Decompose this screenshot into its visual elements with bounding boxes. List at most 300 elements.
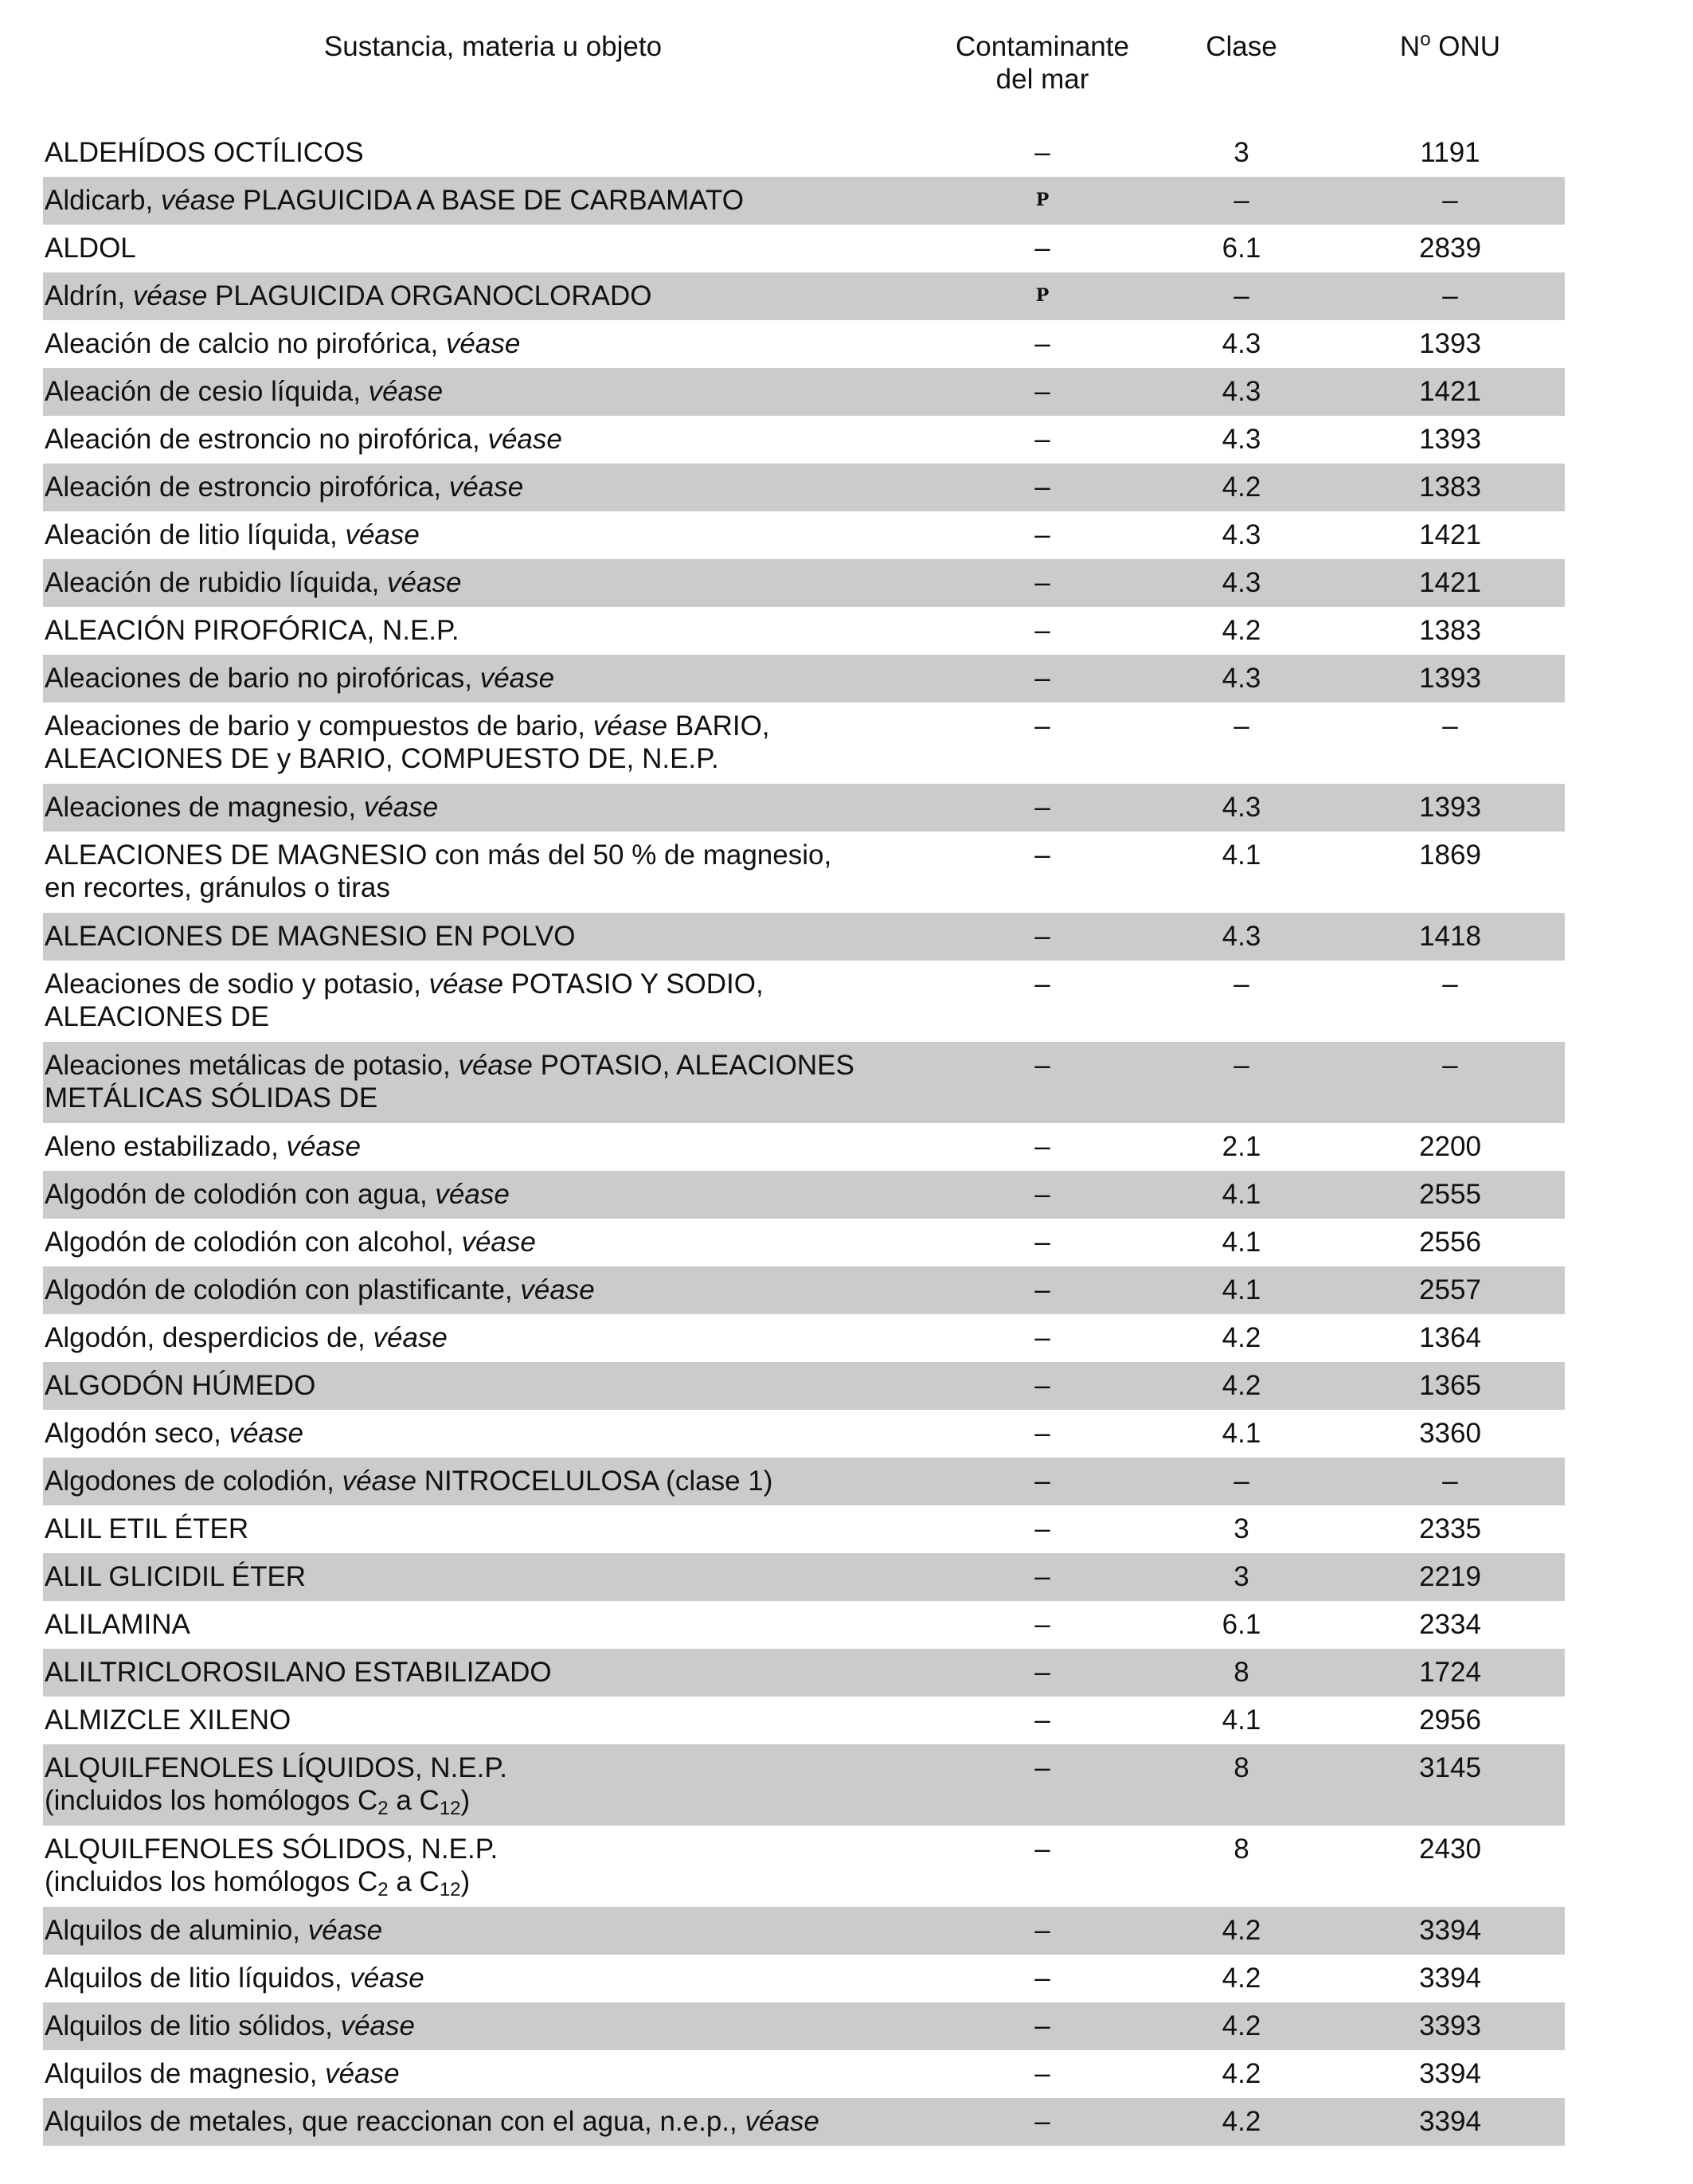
un-number: 1191 xyxy=(1420,137,1480,168)
substance-name xyxy=(45,1833,865,1898)
marine-pollutant: – xyxy=(1034,2106,1050,2137)
see-reference: véase xyxy=(368,376,444,407)
substance-name-line xyxy=(45,1130,865,1163)
see-reference: véase xyxy=(363,792,439,823)
name-text: ALEACIÓN PIROFÓRICA, N.E.P. xyxy=(45,615,459,646)
table-row xyxy=(43,129,1565,177)
hazard-class: 4.3 xyxy=(1222,663,1261,694)
name-text: PLAGUICIDA ORGANOCLORADO xyxy=(207,280,652,311)
name-text: Algodón seco, xyxy=(45,1418,229,1449)
substance-name xyxy=(45,920,865,953)
table-row xyxy=(43,1042,1565,1123)
hazard-class: 4.2 xyxy=(1222,472,1261,503)
marine-pollutant: – xyxy=(1034,792,1050,823)
name-text: Aleaciones metálicas de potasio, xyxy=(45,1050,459,1081)
name-text: ALEACIONES DE MAGNESIO EN POLVO xyxy=(45,921,576,952)
hazard-class: 4.2 xyxy=(1222,1370,1261,1401)
table-row xyxy=(43,464,1565,511)
table-row xyxy=(43,368,1565,416)
substance-name xyxy=(45,327,865,360)
table-header xyxy=(43,30,1565,129)
marine-pollutant: – xyxy=(1034,710,1050,742)
table-row xyxy=(43,607,1565,655)
table-row xyxy=(43,225,1565,272)
name-text: Aleaciones de magnesio, xyxy=(45,792,364,823)
un-number: 3145 xyxy=(1419,1752,1481,1783)
see-reference: véase xyxy=(229,1418,303,1449)
table-row xyxy=(43,272,1565,320)
substance-name-line xyxy=(45,1752,865,1784)
hazard-class: 4.1 xyxy=(1222,1705,1261,1736)
hazard-class: 6.1 xyxy=(1222,1609,1261,1640)
see-reference: véase xyxy=(286,1131,361,1162)
table-row xyxy=(43,1314,1565,1362)
marine-pollutant: – xyxy=(1034,969,1050,1000)
table-row xyxy=(43,1649,1565,1697)
table-row xyxy=(43,1697,1565,1744)
substance-name-line xyxy=(45,1962,865,1994)
substance-name-line xyxy=(45,1082,865,1114)
marine-pollutant: – xyxy=(1034,1227,1050,1258)
marine-pollutant: – xyxy=(1034,519,1050,550)
substance-name-line xyxy=(45,2105,865,2138)
name-text: NITROCELULOSA (clase 1) xyxy=(416,1466,773,1497)
substance-name xyxy=(45,519,865,551)
marine-pollutant: – xyxy=(1034,2058,1050,2089)
substance-name xyxy=(45,1274,865,1306)
substance-name xyxy=(45,1513,865,1545)
table-row xyxy=(43,1266,1565,1314)
name-text: Algodón de colodión con alcohol, xyxy=(45,1227,462,1258)
substance-name-line xyxy=(45,327,865,360)
name-text: ALEACIONES DE y BARIO, COMPUESTO DE, N.E.P. xyxy=(45,743,719,774)
marine-pollutant: – xyxy=(1034,376,1050,407)
hazard-class: 2.1 xyxy=(1222,1131,1261,1162)
substance-name xyxy=(45,1914,865,1947)
table-row xyxy=(43,832,1565,913)
table-row xyxy=(43,511,1565,559)
un-number: 2334 xyxy=(1419,1609,1481,1640)
substance-name xyxy=(45,1656,865,1689)
header-marine-pollutant xyxy=(955,30,1130,96)
hazard-class: 4.1 xyxy=(1222,840,1261,871)
substance-name xyxy=(45,375,865,408)
see-reference: véase xyxy=(307,1915,383,1946)
marine-pollutant: – xyxy=(1034,424,1050,455)
marine-pollutant: – xyxy=(1034,1466,1050,1497)
un-number: – xyxy=(1442,710,1458,742)
hazard-class: – xyxy=(1234,185,1249,216)
substance-name-line xyxy=(45,471,865,503)
substance-name-line xyxy=(45,184,865,217)
substance-name xyxy=(45,566,865,599)
substance-name xyxy=(45,1962,865,1994)
name-text: Aldicarb, xyxy=(45,185,161,216)
un-number: 2556 xyxy=(1419,1227,1481,1258)
subscript: 2 xyxy=(377,1879,389,1900)
table-row xyxy=(43,416,1565,464)
table-row xyxy=(43,1171,1565,1219)
marine-pollutant: – xyxy=(1034,472,1050,503)
name-text: Alquilos de magnesio, xyxy=(45,2058,326,2089)
name-text: ALMIZCLE XILENO xyxy=(45,1705,291,1736)
substance-name-line xyxy=(45,1226,865,1258)
hazard-class: 4.2 xyxy=(1222,1915,1261,1946)
substance-name-line xyxy=(45,1049,865,1082)
un-number: 2219 xyxy=(1419,1561,1481,1592)
marine-pollutant: – xyxy=(1034,663,1050,694)
substance-name-line xyxy=(45,839,865,871)
see-reference: véase xyxy=(458,1050,533,1081)
hazard-class: 6.1 xyxy=(1222,233,1261,264)
hazard-class: 3 xyxy=(1234,1513,1249,1544)
name-text: Algodones de colodión, xyxy=(45,1466,342,1497)
substance-table xyxy=(43,30,1565,2146)
substance-name xyxy=(45,232,865,264)
see-reference: véase xyxy=(350,1963,424,1994)
un-number: 3394 xyxy=(1419,2106,1481,2137)
substance-name-line xyxy=(45,1000,865,1033)
hazard-class: – xyxy=(1234,969,1249,1000)
substance-name-line xyxy=(45,423,865,456)
name-text: a C xyxy=(388,1785,440,1816)
hazard-class: 4.2 xyxy=(1222,615,1261,646)
substance-name xyxy=(45,968,865,1033)
substance-name-line xyxy=(45,375,865,408)
marine-pollutant: – xyxy=(1034,1609,1050,1640)
substance-name-line xyxy=(45,710,865,742)
hazard-class: 4.1 xyxy=(1222,1274,1261,1305)
marine-pollutant: – xyxy=(1034,2010,1050,2041)
substance-name xyxy=(45,1369,865,1402)
substance-name-line xyxy=(45,136,865,169)
see-reference: véase xyxy=(592,710,668,742)
name-text: Aleno estabilizado, xyxy=(45,1131,287,1162)
name-text: Aleación de estroncio pirofórica, xyxy=(45,472,449,503)
un-number: 3360 xyxy=(1419,1418,1481,1449)
un-number: 2555 xyxy=(1419,1179,1481,1210)
header-un-suffix: ONU xyxy=(1430,31,1501,62)
name-text: ALDEHÍDOS OCTÍLICOS xyxy=(45,137,364,168)
marine-pollutant: – xyxy=(1034,1561,1050,1592)
marine-pollutant-mark: P xyxy=(1035,285,1050,306)
substance-name xyxy=(45,184,865,217)
marine-pollutant: – xyxy=(1034,1834,1050,1865)
marine-pollutant: – xyxy=(1034,840,1050,871)
marine-pollutant: – xyxy=(1034,615,1050,646)
table-row xyxy=(43,2050,1565,2098)
marine-pollutant: – xyxy=(1034,1179,1050,1210)
name-text: (incluidos los homólogos C xyxy=(45,1785,378,1816)
un-number: – xyxy=(1442,969,1458,1000)
name-text: ALILTRICLOROSILANO ESTABILIZADO xyxy=(45,1657,552,1688)
substance-name xyxy=(45,1752,865,1817)
un-number: 1365 xyxy=(1419,1370,1481,1401)
hazard-class: 4.1 xyxy=(1222,1179,1261,1210)
un-number: 1869 xyxy=(1419,840,1481,871)
substance-name-line xyxy=(45,1465,865,1497)
un-number: 3394 xyxy=(1419,1963,1481,1994)
name-text: Alquilos de litio líquidos, xyxy=(45,1963,350,1994)
marine-pollutant: – xyxy=(1034,328,1050,359)
substance-name xyxy=(45,614,865,647)
name-text: ALGODÓN HÚMEDO xyxy=(45,1370,316,1401)
substance-name-line xyxy=(45,871,865,904)
see-reference: véase xyxy=(479,663,555,694)
table-row xyxy=(43,784,1565,832)
substance-name xyxy=(45,1560,865,1593)
table-row xyxy=(43,703,1565,784)
name-text: ALQUILFENOLES LÍQUIDOS, N.E.P. xyxy=(45,1752,507,1783)
substance-name-line xyxy=(45,232,865,264)
hazard-class: 4.2 xyxy=(1222,2058,1261,2089)
header-substance: Sustancia, materia u objeto xyxy=(323,31,663,62)
hazard-class: 8 xyxy=(1234,1657,1249,1688)
substance-name xyxy=(45,1417,865,1450)
name-text: Aleación de calcio no pirofórica, xyxy=(45,328,446,359)
table-row xyxy=(43,2098,1565,2146)
un-number: – xyxy=(1442,280,1458,311)
see-reference: véase xyxy=(340,2010,415,2041)
table-row xyxy=(43,1362,1565,1410)
marine-pollutant: – xyxy=(1034,1050,1050,1081)
name-text: ALILAMINA xyxy=(45,1609,190,1640)
un-number: 1421 xyxy=(1419,567,1481,598)
substance-name-line xyxy=(45,1321,865,1354)
see-reference: véase xyxy=(160,185,236,216)
table-row xyxy=(43,559,1565,607)
table-row xyxy=(43,320,1565,368)
table-body xyxy=(43,129,1565,2146)
substance-name-line xyxy=(45,280,865,312)
substance-name xyxy=(45,1465,865,1497)
see-reference: véase xyxy=(445,328,521,359)
name-text: Aleaciones de bario y compuestos de bario, xyxy=(45,710,593,742)
see-reference: véase xyxy=(342,1466,417,1497)
substance-name xyxy=(45,2010,865,2042)
hazard-class: 3 xyxy=(1234,1561,1249,1592)
substance-name-line xyxy=(45,1560,865,1593)
substance-name xyxy=(45,710,865,775)
name-text: ALIL ETIL ÉTER xyxy=(45,1513,249,1544)
see-reference: véase xyxy=(448,472,524,503)
header-un-sup: o xyxy=(1420,28,1431,50)
table-row xyxy=(43,1955,1565,2002)
see-reference: véase xyxy=(428,969,503,1000)
substance-name xyxy=(45,1226,865,1258)
hazard-class: 4.1 xyxy=(1222,1418,1261,1449)
subscript: 12 xyxy=(439,1798,461,1819)
un-number: 3394 xyxy=(1419,2058,1481,2089)
substance-name-line xyxy=(45,1608,865,1641)
un-number: 2200 xyxy=(1419,1131,1481,1162)
name-text: ALIL GLICIDIL ÉTER xyxy=(45,1561,307,1592)
name-text: a C xyxy=(388,1866,440,1897)
hazard-class: – xyxy=(1234,1050,1249,1081)
substance-name-line xyxy=(45,1865,865,1898)
table-row xyxy=(43,1907,1565,1955)
name-text: POTASIO Y SODIO, xyxy=(502,969,764,1000)
hazard-class: 4.3 xyxy=(1222,424,1261,455)
marine-pollutant: – xyxy=(1034,567,1050,598)
substance-name xyxy=(45,1704,865,1736)
substance-name-line xyxy=(45,2010,865,2042)
hazard-class: 8 xyxy=(1234,1834,1249,1865)
marine-pollutant: – xyxy=(1034,921,1050,952)
hazard-class: 4.3 xyxy=(1222,376,1261,407)
see-reference: véase xyxy=(387,567,462,598)
substance-name xyxy=(45,2105,865,2138)
name-text: Algodón de colodión con agua, xyxy=(45,1179,436,1210)
substance-name-line xyxy=(45,1417,865,1450)
hazard-class: 4.1 xyxy=(1222,1227,1261,1258)
substance-name-line xyxy=(45,1656,865,1689)
name-text: METÁLICAS SÓLIDAS DE xyxy=(45,1082,378,1114)
substance-name-line xyxy=(45,742,865,775)
substance-name xyxy=(45,1130,865,1163)
name-text: Alquilos de metales, que reaccionan con el agua, n.e.p., xyxy=(45,2106,745,2137)
hazard-class: 8 xyxy=(1234,1752,1249,1783)
hazard-class: 4.3 xyxy=(1222,792,1261,823)
marine-pollutant: – xyxy=(1034,1963,1050,1994)
substance-name-line xyxy=(45,566,865,599)
un-number: 1421 xyxy=(1419,376,1481,407)
see-reference: véase xyxy=(345,519,420,550)
name-text: ) xyxy=(460,1866,471,1897)
name-text: Aldrín, xyxy=(45,280,133,311)
table-row xyxy=(43,1826,1565,1907)
substance-name xyxy=(45,839,865,904)
marine-pollutant: – xyxy=(1034,1705,1050,1736)
hazard-class: – xyxy=(1234,1466,1249,1497)
substance-name-line xyxy=(45,1178,865,1211)
hazard-class: 4.2 xyxy=(1222,1963,1261,1994)
un-number: 1393 xyxy=(1419,328,1481,359)
header-class: Clase xyxy=(1206,31,1277,62)
marine-pollutant: – xyxy=(1034,1657,1050,1688)
marine-pollutant: – xyxy=(1034,1322,1050,1353)
un-number: 1364 xyxy=(1419,1322,1481,1353)
un-number: – xyxy=(1442,1050,1458,1081)
name-text: ALEACIONES DE xyxy=(45,1001,270,1032)
un-number: 1421 xyxy=(1419,519,1481,550)
table-row xyxy=(43,2002,1565,2050)
name-text: Aleación de estroncio no pirofórica, xyxy=(45,424,488,455)
name-text: POTASIO, ALEACIONES xyxy=(532,1050,854,1081)
header-marine-line2: del mar xyxy=(995,64,1089,95)
un-number: 3393 xyxy=(1419,2010,1481,2041)
substance-name-line xyxy=(45,662,865,695)
hazard-class: 4.3 xyxy=(1222,519,1261,550)
un-number: 1724 xyxy=(1419,1657,1481,1688)
substance-name xyxy=(45,423,865,456)
name-text: Algodón de colodión con plastificante, xyxy=(45,1274,521,1305)
see-reference: véase xyxy=(435,1179,510,1210)
substance-name xyxy=(45,1049,865,1114)
substance-name-line xyxy=(45,2057,865,2090)
marine-pollutant-mark: P xyxy=(1035,190,1050,210)
hazard-class: 4.2 xyxy=(1222,2010,1261,2041)
un-number: – xyxy=(1442,185,1458,216)
name-text: Aleación de cesio líquida, xyxy=(45,376,369,407)
see-reference: véase xyxy=(325,2058,400,2089)
substance-name-line xyxy=(45,1833,865,1865)
hazard-class: 4.3 xyxy=(1222,921,1261,952)
name-text: Aleaciones de sodio y potasio, xyxy=(45,969,429,1000)
table-row xyxy=(43,1458,1565,1505)
un-number: 2956 xyxy=(1419,1705,1481,1736)
table-row xyxy=(43,1219,1565,1266)
marine-pollutant: – xyxy=(1034,1131,1050,1162)
hazard-class: 3 xyxy=(1234,137,1249,168)
un-number: 2557 xyxy=(1419,1274,1481,1305)
un-number: 1393 xyxy=(1419,663,1481,694)
name-text: Aleación de litio líquida, xyxy=(45,519,346,550)
name-text: Aleaciones de bario no pirofóricas, xyxy=(45,663,480,694)
marine-pollutant: – xyxy=(1034,1274,1050,1305)
substance-name xyxy=(45,136,865,169)
table-row xyxy=(43,1601,1565,1649)
un-number: 1393 xyxy=(1419,792,1481,823)
substance-name-line xyxy=(45,920,865,953)
substance-name xyxy=(45,1321,865,1354)
substance-name xyxy=(45,662,865,695)
un-number: 2839 xyxy=(1419,233,1481,264)
un-number: – xyxy=(1442,1466,1458,1497)
header-un-prefix: N xyxy=(1399,31,1421,62)
header-un-number xyxy=(1374,30,1526,63)
table-row xyxy=(43,1505,1565,1553)
marine-pollutant: – xyxy=(1034,137,1050,168)
see-reference: véase xyxy=(461,1227,536,1258)
un-number: 3394 xyxy=(1419,1915,1481,1946)
substance-name-line xyxy=(45,791,865,824)
marine-pollutant: – xyxy=(1034,1752,1050,1783)
name-text: Algodón, desperdicios de, xyxy=(45,1322,373,1353)
subscript: 12 xyxy=(439,1879,461,1900)
hazard-class: 4.2 xyxy=(1222,1322,1261,1353)
name-text: PLAGUICIDA A BASE DE CARBAMATO xyxy=(235,185,744,216)
see-reference: véase xyxy=(373,1322,448,1353)
substance-name-line xyxy=(45,968,865,1000)
un-number: 1383 xyxy=(1419,472,1481,503)
table-row xyxy=(43,913,1565,961)
name-text: en recortes, gránulos o tiras xyxy=(45,872,390,903)
name-text: BARIO, xyxy=(667,710,770,742)
substance-name xyxy=(45,1608,865,1641)
hazard-class: – xyxy=(1234,280,1249,311)
hazard-class: 4.3 xyxy=(1222,328,1261,359)
substance-name-line xyxy=(45,1513,865,1545)
substance-name xyxy=(45,280,865,312)
substance-name xyxy=(45,1178,865,1211)
header-marine-line1: Contaminante xyxy=(956,31,1129,62)
marine-pollutant: – xyxy=(1034,1513,1050,1544)
table-row xyxy=(43,1123,1565,1171)
marine-pollutant: – xyxy=(1034,1418,1050,1449)
substance-name xyxy=(45,471,865,503)
see-reference: véase xyxy=(132,280,208,311)
see-reference: véase xyxy=(487,424,562,455)
table-row xyxy=(43,655,1565,703)
table-row xyxy=(43,177,1565,225)
substance-name xyxy=(45,2057,865,2090)
substance-name-line xyxy=(45,1784,865,1817)
substance-name-line xyxy=(45,614,865,647)
subscript: 2 xyxy=(377,1798,389,1819)
un-number: 1383 xyxy=(1419,615,1481,646)
un-number: 2430 xyxy=(1419,1834,1481,1865)
